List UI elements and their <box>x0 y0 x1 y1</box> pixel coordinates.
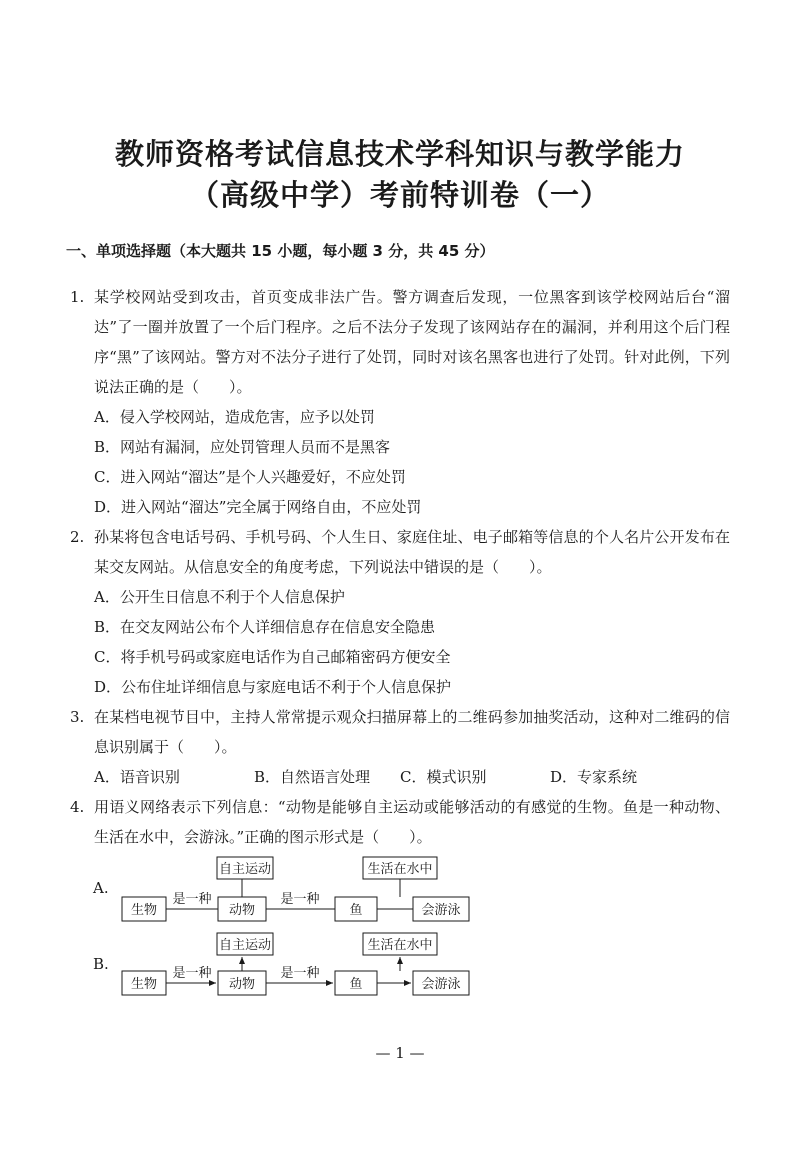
node-fish: 鱼 <box>349 977 363 992</box>
option-a: A．公开生日信息不利于个人信息保护 <box>94 588 345 606</box>
page-number: — 1 — <box>375 1044 425 1062</box>
node-animal: 动物 <box>228 903 256 918</box>
question-number: 4. <box>70 798 85 816</box>
node-swim: 会游泳 <box>421 903 461 918</box>
node-water: 生活在水中 <box>367 862 433 877</box>
edge-label: 是一种 <box>280 892 320 907</box>
question-stem: 在某档电视节目中，主持人常常提示观众扫描屏幕上的二维码参加抽奖活动，这种对二维码的信息识别属于（ ）。 <box>94 708 730 756</box>
option-d: D．专家系统 <box>550 768 638 786</box>
question-stem: 某学校网站受到攻击，首页变成非法广告。警方调查后发现，一位黑客到该学校网站后台“溜达”了一圈并放置了一个后门程序。之后不法分子发现了该网站存在的漏洞，并利用这个后门程序“黑”了该网站。警方对不法分子进行了处罚，同时对该名黑客也进行了处罚。针对此例，下列说法正确的是（ ）。 <box>94 288 730 396</box>
option-c: C．将手机号码或家庭电话作为自己邮箱密码方便安全 <box>94 648 451 666</box>
node-animal: 动物 <box>228 977 256 992</box>
question-stem: 用语义网络表示下列信息：“动物是能够自主运动或能够活动的有感觉的生物。鱼是一种动物、生活在水中，会游泳。”正确的图示形式是（ ）。 <box>94 798 730 846</box>
question-number: 1. <box>70 288 85 306</box>
node-biology: 生物 <box>130 903 158 918</box>
option-c: C．进入网站“溜达”是个人兴趣爱好，不应处罚 <box>94 468 406 486</box>
node-swim: 会游泳 <box>421 977 461 992</box>
option-a: A．语音识别 <box>94 768 180 786</box>
option-b: B．在交友网站公布个人详细信息存在信息安全隐患 <box>94 618 436 636</box>
node-water: 生活在水中 <box>367 938 433 953</box>
diagram-a-label: A. <box>93 879 109 897</box>
question-number: 2. <box>70 528 85 546</box>
diagram-b-text <box>131 937 461 992</box>
option-b: B．网站有漏洞，应处罚管理人员而不是黑客 <box>94 438 391 456</box>
question-stem: 孙某将包含电话号码、手机号码、个人生日、家庭住址、电子邮箱等信息的个人名片公开发布在某交友网站。从信息安全的角度考虑，下列说法中错误的是（ ）。 <box>94 528 730 576</box>
option-c: C．模式识别 <box>400 768 487 786</box>
option-a: A．侵入学校网站，造成危害，应予以处罚 <box>94 408 375 426</box>
question-number: 3. <box>70 708 85 726</box>
edge-label: 是一种 <box>280 966 320 981</box>
option-d: D．公布住址详细信息与家庭电话不利于个人信息保护 <box>94 678 452 696</box>
node-self-move: 自主运动 <box>218 862 272 877</box>
node-biology: 生物 <box>130 977 158 992</box>
edge-label: 是一种 <box>172 966 212 981</box>
diagram-b-label: B. <box>93 955 109 973</box>
title-line-1: 教师资格考试信息技术学科知识与教学能力 <box>114 137 685 171</box>
edge-label: 是一种 <box>172 892 212 907</box>
option-b: B．自然语言处理 <box>254 768 371 786</box>
section-heading: 一、单项选择题（本大题共 15 小题，每小题 3 分，共 45 分） <box>66 242 495 260</box>
title-line-2: （高级中学）考前特训卷（一） <box>189 178 610 212</box>
node-fish: 鱼 <box>349 903 363 918</box>
option-d: D．进入网站“溜达”完全属于网络自由，不应处罚 <box>94 498 422 516</box>
node-self-move: 自主运动 <box>218 938 272 953</box>
